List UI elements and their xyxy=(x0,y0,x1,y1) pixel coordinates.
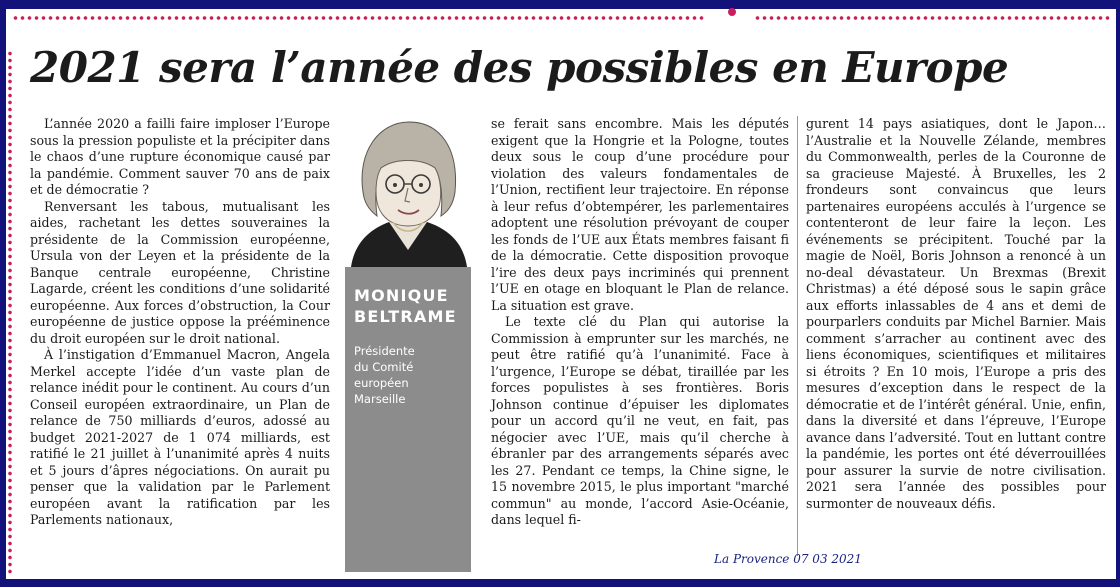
portrait-face xyxy=(376,161,441,227)
author-name: MONIQUE BELTRAME xyxy=(354,286,457,326)
column-divider xyxy=(797,116,798,556)
author-role: Présidente du Comité européen Marseille xyxy=(354,344,415,406)
author-box xyxy=(345,267,471,572)
frame-right-border xyxy=(1116,0,1120,587)
article-column-1 xyxy=(30,116,330,529)
dotted-border-marker xyxy=(728,8,736,16)
paragraph: L’année 2020 a failli faire imploser l’Europe sous la pression populiste et la précipiter dans le chaos d’une rupture économique causé par la pandémie. Comment sauver 70 ans de paix et de démocratie ? xyxy=(30,116,330,197)
article-column-3 xyxy=(806,116,1106,512)
paragraph: gurent 14 pays asiatiques, dont le Japon… l’Australie et la Nouvelle Zélande, membres du Commonwealth, perles de la Couronne de sa gracieuse Majesté. À Bruxelles, les 2 frondeurs sont convaincus que leurs partenaires européens acculés à l’urgence se contenteront de leur faire la leçon. Les événements se précipitent. Touché par la magie de Noël, Boris Johnson a renoncé à un no-deal dévastateur. Un Brexmas (Brexit Christmas) a été déposé sous le sapin grâce aux efforts inlassables de 4 ans et demi de pourparlers conduits par Michel Barnier. Mais comment s’arracher au continent avec des liens économiques, scientifiques et militaires si étroits ? En 10 mois, l’Europe a pris des mesures d’exception dans le respect de la démocratie et de l’intérêt général. Unie, enfin, dans la diversité et dans l’épreuve, l’Europe avance dans l’adversité. Tout en luttant contre la pandémie, les portes ont été déverrouillées pour assurer la survie de notre civilisation. 2021 sera l’année des possibles pour surmonter de nouveaux défis. xyxy=(806,116,1106,511)
article-column-2 xyxy=(491,116,789,529)
source-caption: La Provence 07 03 2021 xyxy=(714,552,862,566)
paragraph: se ferait sans encombre. Mais les députés exigent que la Hongrie et la Pologne, toutes deux sous le coup d’une procédure pour violation des valeurs fondamentales de l’Union, rectifient leur trajectoire. En réponse à leur refus d’obtempérer, les parlementaires adoptent une résolution prévoyant de couper les fonds de l’UE aux États membres faisant fi de la démocratie. Cette disposition provoque l’ire des deux pays incriminés qui prennent l’UE en otage en bloquant le Plan de relance. La situation est grave. xyxy=(491,116,789,313)
article-title: 2021 sera l’année des possibles en Europe xyxy=(30,43,1009,92)
paragraph: Le texte clé du Plan qui autorise la Commission à emprunter sur les marchés, ne peut être ratifié qu’à l’unanimité. Face à l’urgence, l’Europe se débat, tiraillée par les forces populistes à ses frontières. Boris Johnson continue d’épuiser les diplomates pour un accord qu’il ne veut, en fait, pas négocier avec l’UE, mais qu’il cherche à ébranler par des arrangements séparés avec les 27. Pendant ce temps, la Chine signe, le 15 novembre 2015, le plus important "marché commun" au monde, l’accord Asie-Océanie, dans lequel fi- xyxy=(491,314,789,527)
portrait-illustration xyxy=(345,112,471,267)
author-portrait xyxy=(345,112,471,267)
dotted-border-left xyxy=(6,50,14,575)
frame-top-border xyxy=(0,0,1120,9)
paragraph: À l’instigation d’Emmanuel Macron, Angela Merkel accepte l’idée d’un vaste plan de relance inédit pour le continent. Au cours d’un Conseil européen extraordinaire, un Plan de relance de 750 milliards d’euros, adossé au budget 2021-2027 de 1 074 milliards, est ratifié le 21 juillet à l’unanimité après 4 nuits et 5 jours d’âpres négociations. On aurait pu penser que la validation par le Parlement européen avant la ratification par les Parlements nationaux, xyxy=(30,347,330,527)
dotted-border-top xyxy=(12,14,1112,22)
frame-bottom-border xyxy=(0,579,1120,587)
paragraph: Renversant les tabous, mutualisant les aides, rachetant les dettes souveraines la présidente de la Commission européenne, Ursula von der Leyen et la présidente de la Banque centrale européenne, Christine Lagarde, créent les conditions d’une solidarité européenne. Aux forces d’obstruction, la Cour européenne de justice oppose la prééminence du droit européen sur le droit national. xyxy=(30,198,330,346)
